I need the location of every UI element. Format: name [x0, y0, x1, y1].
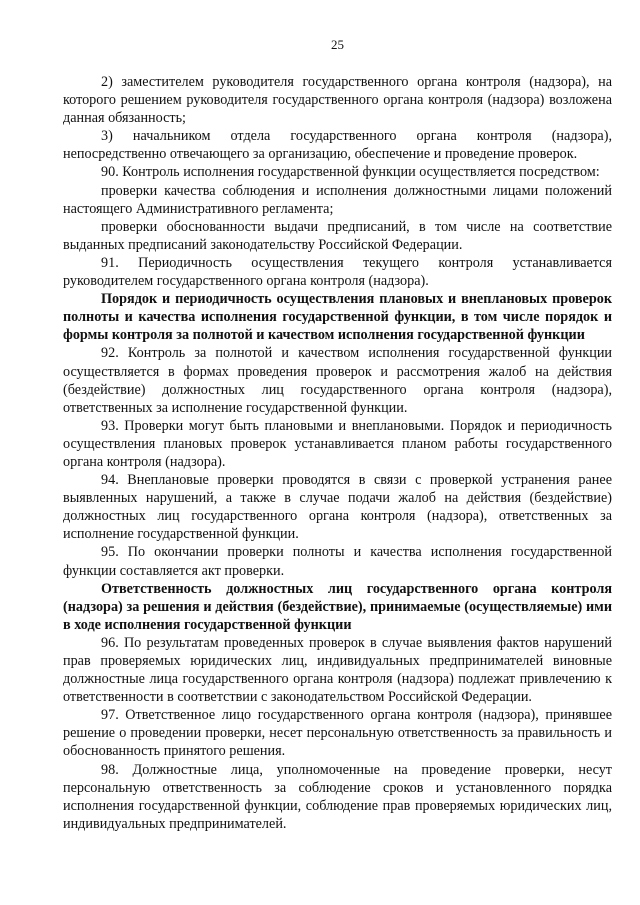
paragraph-item-3: 3) начальником отдела государственного органа контроля (надзора), непосредственно отвечающего за организацию, обеспечение и проведение проверок. [63, 128, 612, 163]
paragraph-95: 95. По окончании проверки полноты и качества исполнения государственной функции составляется акт проверки. [63, 544, 612, 579]
section-heading-responsibility: Ответственность должностных лиц государственного органа контроля (надзора) за решения и действия (бездействие), принимаемые (осуществляемые) ими в ходе исполнения государственной функции [63, 580, 612, 633]
paragraph-97: 97. Ответственное лицо государственного органа контроля (надзора), принявшее решение о проведении проверки, несет персональную ответственность за правильность и обоснованность принятого решения. [63, 707, 612, 760]
document-body [63, 73, 612, 833]
section-heading-inspections: Порядок и периодичность осуществления плановых и внеплановых проверок полноты и качества исполнения государственной функции, в том числе порядок и формы контроля за полнотой и качеством исполнения государственной функции [63, 291, 612, 344]
paragraph-96: 96. По результатам проведенных проверок в случае выявления фактов нарушений прав проверяемых юридических лиц, индивидуальных предпринимателей виновные должностные лица государственного органа контроля (надзора) подлежат привлечению к ответственности в соответствии с законодательством Российской Федерации. [63, 634, 612, 706]
page-number: 25 [331, 37, 344, 52]
paragraph-item-2: 2) заместителем руководителя государственного органа контроля (надзора), на которого решением руководителя государственного органа контроля (надзора) возложена данная обязанность; [63, 74, 612, 127]
paragraph-90-point-1: проверки качества соблюдения и исполнения должностными лицами положений настоящего Административного регламента; [63, 182, 612, 217]
paragraph-90: 90. Контроль исполнения государственной функции осуществляется посредством: [101, 164, 600, 181]
paragraph-94: 94. Внеплановые проверки проводятся в связи с проверкой устранения ранее выявленных нарушений, а также в случае подачи жалоб на действия (бездействие) должностных лиц государственного органа контроля (надзора), ответственных за исполнение государственной функции. [63, 472, 612, 543]
paragraph-91: 91. Периодичность осуществления текущего контроля устанавливается руководителем государственного органа контроля (надзора). [63, 254, 612, 290]
paragraph-93: 93. Проверки могут быть плановыми и внеплановыми. Порядок и периодичность осуществления плановых проверок устанавливается планом работы государственного органа контроля (надзора). [63, 417, 612, 470]
paragraph-92: 92. Контроль за полнотой и качеством исполнения государственной функции осуществляется в формах проведения проверок и рассмотрения жалоб на действия (бездействие) должностных лиц государственного органа контроля (надзора), ответственных за исполнение государственной функции. [63, 345, 612, 416]
paragraph-98: 98. Должностные лица, уполномоченные на проведение проверки, несут персональную ответственность за соблюдение сроков и установленного порядка исполнения государственной функции, соблюдение прав проверяемых юридических лиц, индивидуальных предпринимателей. [63, 761, 612, 832]
paragraph-90-point-2: проверки обоснованности выдачи предписаний, в том числе на соответствие выданных предписаний законодательству Российской Федерации. [63, 218, 612, 253]
